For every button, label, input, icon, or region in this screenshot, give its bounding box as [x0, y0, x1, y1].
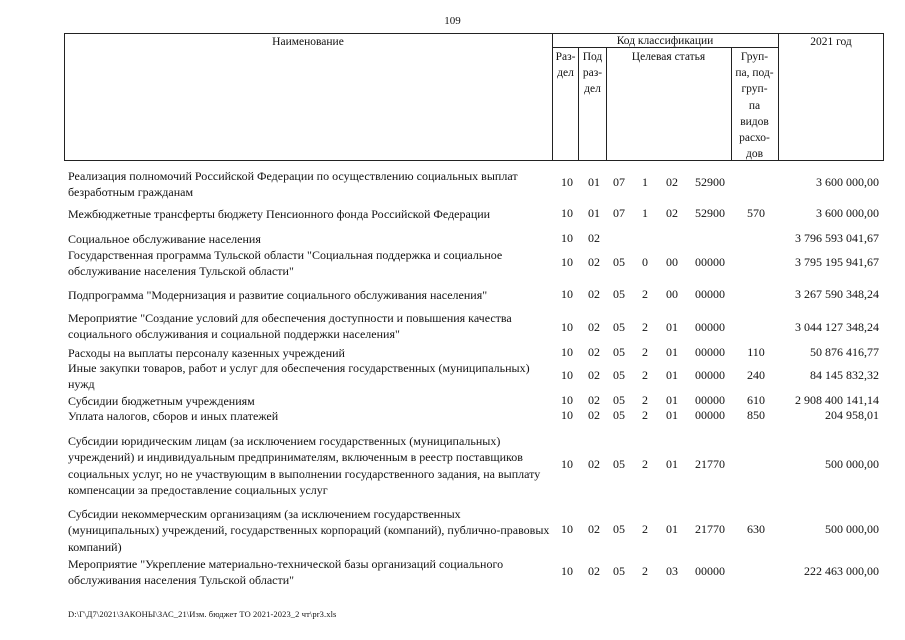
- header-razdel: Раз- дел: [555, 51, 576, 80]
- cell-vid: 110: [747, 345, 765, 359]
- cell-podrazdel: 02: [588, 457, 600, 471]
- row-name: Мероприятие "Создание условий для обеспечения доступности и повышения качества социального обслуживания и социальной поддержки населения": [68, 311, 512, 341]
- cell-target-4: 00000: [695, 287, 725, 301]
- cell-target-1: 05: [613, 522, 625, 536]
- cell-podrazdel: 02: [588, 564, 600, 578]
- cell-podrazdel: 02: [588, 345, 600, 359]
- file-path-footer: D:\Г\Д7\2021\ЗАКОНЫ\ЗАС_21\Изм. бюджет ТО 2021-2023_2 чт\pr3.xls: [68, 609, 337, 619]
- header-year: 2021 год: [810, 36, 852, 48]
- cell-razdel: 10: [561, 231, 573, 245]
- cell-target-3: 02: [666, 206, 678, 220]
- cell-target-2: 2: [642, 408, 648, 422]
- cell-razdel: 10: [561, 255, 573, 269]
- cell-podrazdel: 01: [588, 206, 600, 220]
- cell-target-1: 05: [613, 345, 625, 359]
- page-number: 109: [444, 15, 461, 27]
- header-target: Целевая статья: [631, 51, 706, 63]
- cell-target-3: 01: [666, 408, 678, 422]
- cell-target-4: 52900: [695, 175, 725, 189]
- cell-target-3: 01: [666, 393, 678, 407]
- cell-razdel: 10: [561, 457, 573, 471]
- cell-target-2: 2: [642, 287, 648, 301]
- cell-target-1: 05: [613, 368, 625, 382]
- cell-podrazdel: 02: [588, 231, 600, 245]
- cell-vid: 240: [747, 368, 765, 382]
- cell-amount: 3 796 593 041,67: [795, 231, 879, 245]
- cell-razdel: 10: [561, 345, 573, 359]
- row-name: Субсидии юридическим лицам (за исключением государственных (муниципальных) учреждений) и индивидуальным предпринимателям, включенным в реестр поставщиков социальных услуг, но не участвующим в выполнении государственного задания, на выплату компенсации за предоставление социальных услуг: [68, 434, 541, 498]
- cell-target-3: 00: [666, 255, 678, 269]
- cell-podrazdel: 02: [588, 320, 600, 334]
- cell-target-3: 01: [666, 368, 678, 382]
- row-name: Межбюджетные трансферты бюджету Пенсионного фонда Российской Федерации: [68, 207, 491, 221]
- cell-podrazdel: 01: [588, 175, 600, 189]
- cell-target-4: 52900: [695, 206, 725, 220]
- header-code-group: Код классификации: [616, 35, 714, 47]
- cell-target-2: 0: [642, 255, 648, 269]
- cell-podrazdel: 02: [588, 522, 600, 536]
- cell-razdel: 10: [561, 393, 573, 407]
- row-name: Расходы на выплаты персоналу казенных учреждений: [68, 346, 345, 360]
- cell-amount: 3 044 127 348,24: [795, 320, 879, 334]
- cell-podrazdel: 02: [588, 255, 600, 269]
- cell-target-2: 2: [642, 457, 648, 471]
- cell-razdel: 10: [561, 522, 573, 536]
- cell-target-2: 2: [642, 393, 648, 407]
- cell-target-1: 07: [613, 206, 625, 220]
- cell-target-3: 01: [666, 345, 678, 359]
- row-name: Иные закупки товаров, работ и услуг для обеспечения государственных (муниципальных) нужд: [68, 361, 530, 391]
- cell-vid: 570: [747, 206, 765, 220]
- cell-target-1: 05: [613, 255, 625, 269]
- cell-vid: 630: [747, 522, 765, 536]
- cell-target-4: 21770: [695, 457, 725, 471]
- cell-target-4: 00000: [695, 393, 725, 407]
- cell-target-3: 01: [666, 522, 678, 536]
- cell-target-1: 05: [613, 408, 625, 422]
- cell-amount: 3 795 195 941,67: [795, 255, 879, 269]
- cell-target-3: 02: [666, 175, 678, 189]
- cell-target-4: 00000: [695, 255, 725, 269]
- cell-razdel: 10: [561, 408, 573, 422]
- cell-target-4: 00000: [695, 408, 725, 422]
- cell-target-4: 00000: [695, 320, 725, 334]
- cell-razdel: 10: [561, 564, 573, 578]
- cell-target-4: 00000: [695, 564, 725, 578]
- cell-amount: 500 000,00: [825, 457, 879, 471]
- cell-razdel: 10: [561, 287, 573, 301]
- row-name: Социальное обслуживание населения: [68, 232, 261, 246]
- cell-podrazdel: 02: [588, 368, 600, 382]
- cell-amount: 3 267 590 348,24: [795, 287, 879, 301]
- cell-razdel: 10: [561, 368, 573, 382]
- row-name: Субсидии некоммерческим организациям (за исключением государственных (муниципальных) учреждений, государственных корпораций (компаний), публично-правовых компаний): [68, 507, 550, 554]
- cell-target-2: 2: [642, 368, 648, 382]
- header-divider: [778, 33, 779, 161]
- cell-target-3: 00: [666, 287, 678, 301]
- cell-amount: 204 958,01: [825, 408, 879, 422]
- cell-target-2: 1: [642, 206, 648, 220]
- cell-target-4: 21770: [695, 522, 725, 536]
- cell-target-1: 05: [613, 564, 625, 578]
- cell-amount: 3 600 000,00: [816, 175, 879, 189]
- cell-amount: 84 145 832,32: [810, 368, 879, 382]
- header-podrazdel: Под раз- дел: [582, 51, 603, 96]
- row-name: Подпрограмма "Модернизация и развитие социального обслуживания населения": [68, 288, 488, 302]
- header-vid: Груп- па, под- груп- па видов расхо- дов: [735, 51, 774, 161]
- cell-target-3: 01: [666, 457, 678, 471]
- cell-target-3: 01: [666, 320, 678, 334]
- cell-target-4: 00000: [695, 345, 725, 359]
- cell-podrazdel: 02: [588, 393, 600, 407]
- cell-target-1: 05: [613, 287, 625, 301]
- cell-target-2: 2: [642, 522, 648, 536]
- cell-target-3: 03: [666, 564, 678, 578]
- cell-target-1: 05: [613, 457, 625, 471]
- cell-podrazdel: 02: [588, 408, 600, 422]
- cell-razdel: 10: [561, 206, 573, 220]
- row-name: Субсидии бюджетным учреждениям: [68, 394, 255, 408]
- cell-target-2: 2: [642, 345, 648, 359]
- cell-amount: 3 600 000,00: [816, 206, 879, 220]
- cell-podrazdel: 02: [588, 287, 600, 301]
- row-name: Уплата налогов, сборов и иных платежей: [68, 409, 279, 423]
- cell-target-2: 1: [642, 175, 648, 189]
- cell-amount: 2 908 400 141,14: [795, 393, 879, 407]
- cell-amount: 222 463 000,00: [804, 564, 879, 578]
- cell-target-1: 07: [613, 175, 625, 189]
- row-name: Реализация полномочий Российской Федерации по осуществлению социальных выплат безработным гражданам: [68, 169, 518, 200]
- row-name: Мероприятие "Укрепление материально-технической базы организаций социального обслуживания населения Тульской области": [68, 557, 504, 588]
- cell-vid: 610: [747, 393, 765, 407]
- cell-razdel: 10: [561, 320, 573, 334]
- cell-target-1: 05: [613, 393, 625, 407]
- cell-amount: 50 876 416,77: [810, 345, 879, 359]
- cell-target-4: 00000: [695, 368, 725, 382]
- cell-razdel: 10: [561, 175, 573, 189]
- cell-vid: 850: [747, 408, 765, 422]
- row-name: Государственная программа Тульской области "Социальная поддержка и социальное обслуживание населения Тульской области": [68, 248, 503, 279]
- cell-target-2: 2: [642, 564, 648, 578]
- cell-amount: 500 000,00: [825, 522, 879, 536]
- cell-target-1: 05: [613, 320, 625, 334]
- header-name: Наименование: [272, 36, 344, 48]
- cell-target-2: 2: [642, 320, 648, 334]
